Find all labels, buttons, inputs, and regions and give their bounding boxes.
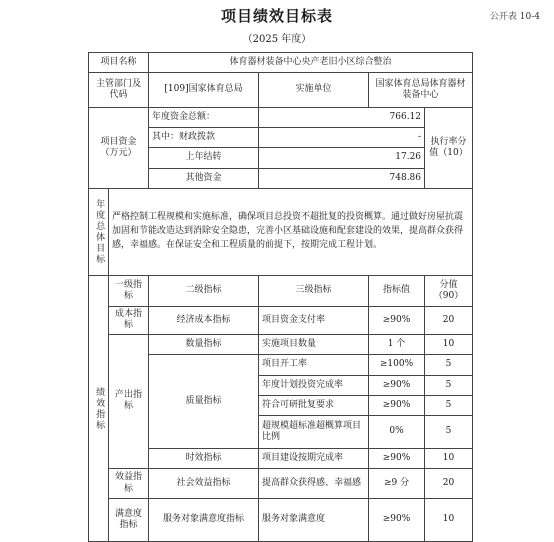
table-row	[89, 334, 473, 354]
benefit-level2: 社会效益指标	[149, 468, 259, 498]
quantity-level3: 实施项目数量	[259, 334, 369, 354]
quality-level3: 符合可研批复要求	[259, 395, 369, 415]
benefit-score: 20	[425, 468, 473, 498]
benefit-level3: 提高群众获得感、幸福感	[259, 468, 369, 498]
satisfaction-value: ≥90%	[369, 499, 425, 542]
benefit-value: ≥9 分	[369, 468, 425, 498]
cost-value: ≥90%	[369, 306, 425, 334]
project-name-value: 体育器材装备中心央产老旧小区综合整治	[149, 53, 473, 73]
quality-level3: 超规模超标准超概算项目比例	[259, 416, 369, 448]
funds-carryover-value: 17.26	[259, 148, 425, 168]
satisfaction-score: 10	[425, 499, 473, 542]
quality-value: ≥90%	[369, 375, 425, 395]
funds-carryover-label: 上年结转	[149, 148, 259, 168]
quality-value: ≥100%	[369, 355, 425, 375]
funds-total-row	[89, 107, 473, 127]
quantity-level2: 数量指标	[149, 334, 259, 354]
time-value: ≥90%	[369, 448, 425, 468]
goal-row	[89, 188, 473, 275]
quality-level3: 项目开工率	[259, 355, 369, 375]
page-title: 项目绩效目标表	[220, 7, 333, 25]
quantity-score: 10	[425, 334, 473, 354]
performance-table	[88, 52, 473, 542]
funds-fiscal-value: -	[259, 128, 425, 148]
funds-fiscal-label: 其中：财政拨款	[149, 128, 259, 148]
satisfaction-level3: 服务对象满意度	[259, 499, 369, 542]
table-row	[89, 499, 473, 542]
time-level2: 时效指标	[149, 448, 259, 468]
goal-text: 严格控制工程规模和实施标准，确保项目总投资不超批复的投资概算。通过做好房屋抗震加固和节能改造达到消除安全隐患，完善小区基础设施和配套建设的效果，提高群众获得感，幸福感。在保证安全和工程质量的前提下，按期完成工程计划。	[109, 188, 473, 275]
goal-label: 年度总体目标	[89, 188, 109, 275]
dept-label: 主管部门及代码	[89, 73, 149, 107]
quality-level3: 年度计划投资完成率	[259, 375, 369, 395]
header-score: 分值（90）	[425, 276, 473, 306]
cost-level1: 成本指标	[109, 306, 149, 334]
header-level1: 一级指标	[109, 276, 149, 306]
funds-total-label: 年度资金总额：	[149, 107, 259, 127]
quality-score: 5	[425, 416, 473, 448]
funds-other-value: 748.86	[259, 168, 425, 188]
unit-label: 实施单位	[259, 73, 369, 107]
fiscal-year: （2025 年度）	[242, 34, 312, 45]
quality-value: ≥90%	[369, 395, 425, 415]
cost-level3: 项目资金支付率	[259, 306, 369, 334]
project-name-row	[89, 53, 473, 73]
quality-score: 5	[425, 395, 473, 415]
header-level2: 二级指标	[149, 276, 259, 306]
project-name-label: 项目名称	[89, 53, 149, 73]
exec-rate-label: 执行率分值（10）	[425, 107, 473, 188]
indicator-header-row	[89, 276, 473, 306]
time-score: 10	[425, 448, 473, 468]
header-value: 指标值	[369, 276, 425, 306]
dept-row	[89, 73, 473, 107]
quality-score: 5	[425, 355, 473, 375]
funds-other-label: 其他资金	[149, 168, 259, 188]
quality-score: 5	[425, 375, 473, 395]
quantity-value: 1 个	[369, 334, 425, 354]
header-level3: 三级指标	[259, 276, 369, 306]
unit-value: 国家体育总局体育器材装备中心	[369, 73, 473, 107]
time-level3: 项目建设按期完成率	[259, 448, 369, 468]
table-row	[89, 468, 473, 498]
funds-total-value: 766.12	[259, 107, 425, 127]
table-row	[89, 306, 473, 334]
funds-label: 项目资金（万元）	[89, 107, 149, 188]
indicators-label: 绩效指标	[89, 276, 109, 542]
quality-value: 0%	[369, 416, 425, 448]
dept-value: [109]国家体育总局	[149, 73, 259, 107]
quality-level2: 质量指标	[149, 355, 259, 448]
form-code: 公开表 10-4	[489, 12, 540, 22]
benefit-level1: 效益指标	[109, 468, 149, 498]
cost-score: 20	[425, 306, 473, 334]
satisfaction-level1: 满意度指标	[109, 499, 149, 542]
output-level1: 产出指标	[109, 334, 149, 468]
cost-level2: 经济成本指标	[149, 306, 259, 334]
satisfaction-level2: 服务对象满意度指标	[149, 499, 259, 542]
